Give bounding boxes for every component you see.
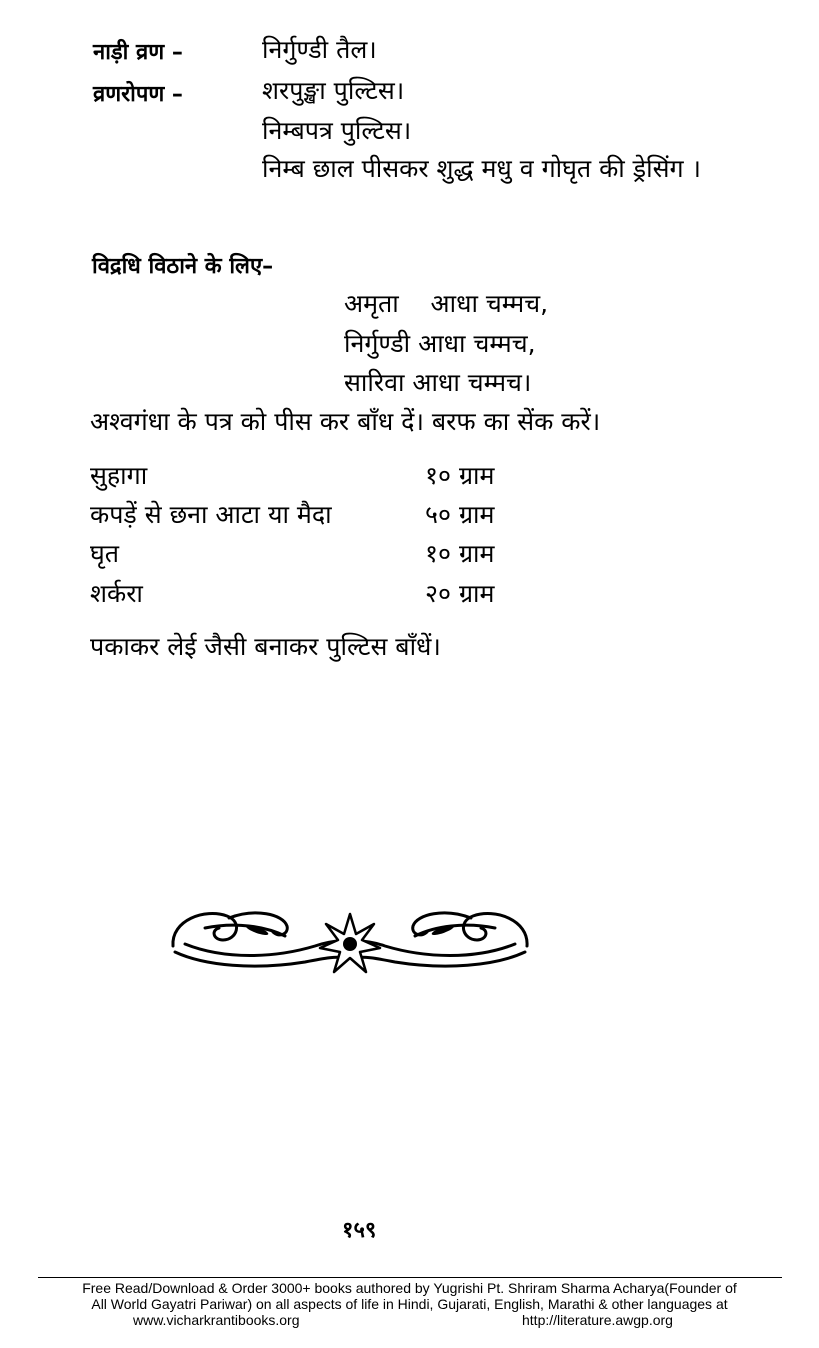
poultice-item: घृत — [90, 539, 120, 568]
footer-divider — [38, 1277, 782, 1278]
remedy-value-nimb-chhal: निम्ब छाल पीसकर शुद्ध मधु व गोघृत की ड्रेसिंग । — [262, 154, 701, 183]
footer-line-1: Free Read/Download & Order 3000+ books authored by Yugrishi Pt. Shriram Sharma Acharya(Founder of — [82, 1280, 737, 1296]
abscess-heading: विद्रधि विठाने के लिए– — [92, 254, 274, 279]
page-number: १५९ — [342, 1218, 377, 1243]
poultice-qty: ५० ग्राम — [425, 500, 495, 529]
footer-line-2: All World Gayatri Pariwar) on all aspects of life in Hindi, Gujarati, English, Marathi & other languages at — [91, 1296, 728, 1312]
poultice-item: सुहागा — [90, 461, 148, 490]
abscess-note: अश्वगंधा के पत्र को पीस कर बाँध दें। बरफ का सेंक करें। — [90, 407, 601, 436]
ornament-divider-icon — [165, 900, 535, 980]
poultice-qty: १० ग्राम — [425, 539, 495, 568]
poultice-item: शर्करा — [90, 579, 143, 608]
abscess-item-sariva: सारिवा आधा चम्मच। — [344, 368, 532, 397]
poultice-item: कपड़ें से छना आटा या मैदा — [90, 500, 332, 529]
abscess-item-nirgundi: निर्गुण्डी आधा चम्मच, — [344, 329, 536, 358]
remedy-label-vranropan: व्रणरोपण – — [93, 82, 183, 107]
remedy-value-sharapunkha: शरपुङ्खा पुल्टिस। — [262, 76, 405, 105]
remedy-value-nadi-vran: निर्गुण्डी तैल। — [262, 35, 377, 64]
abscess-item-amrita: अमृता आधा चम्मच, — [344, 289, 549, 318]
remedy-value-nimbapatra: निम्बपत्र पुल्टिस। — [262, 116, 412, 145]
poultice-qty: १० ग्राम — [425, 461, 495, 490]
poultice-qty: २० ग्राम — [425, 579, 495, 608]
footer-link-awgp[interactable]: http://literature.awgp.org — [522, 1312, 673, 1328]
footer-link-vicharkranti[interactable]: www.vicharkrantibooks.org — [133, 1312, 300, 1328]
poultice-instruction: पकाकर लेई जैसी बनाकर पुल्टिस बाँधें। — [90, 632, 441, 661]
remedy-label-nadi-vran: नाड़ी व्रण – — [93, 40, 183, 65]
